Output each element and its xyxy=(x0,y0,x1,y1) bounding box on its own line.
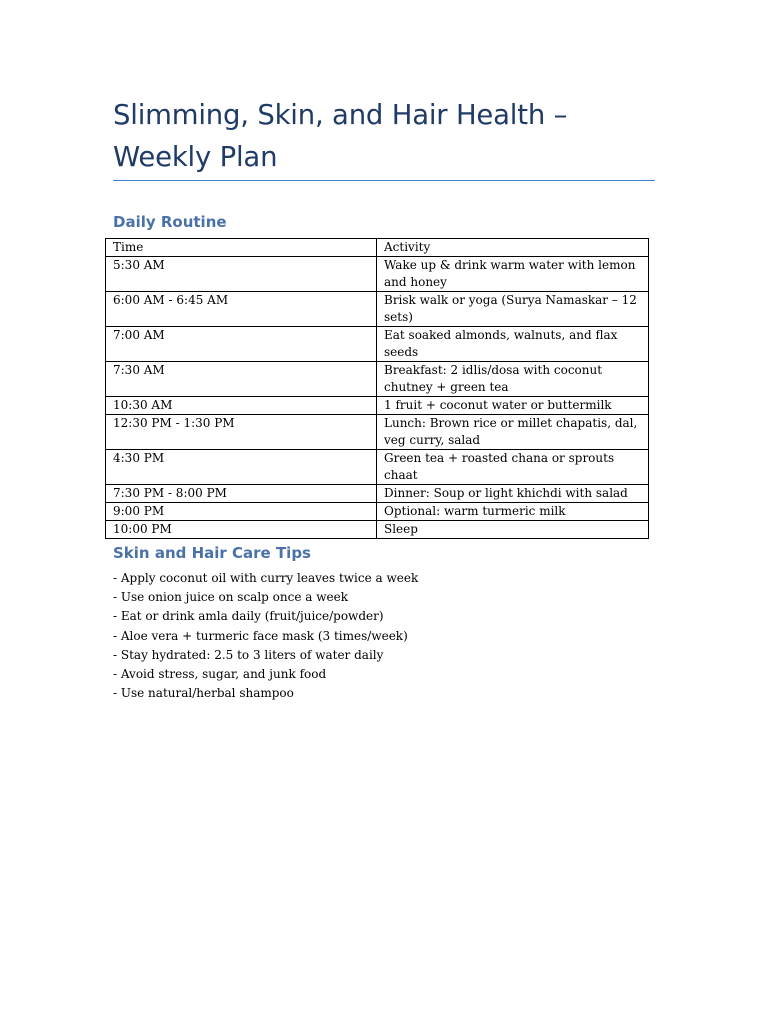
care-tips-list xyxy=(113,569,633,703)
daily-routine-table xyxy=(105,238,649,539)
time-cell: 10:30 AM xyxy=(106,397,377,415)
table-row xyxy=(106,503,649,521)
title-divider xyxy=(113,180,655,181)
list-item: - Eat or drink amla daily (fruit/juice/powder) xyxy=(113,609,384,624)
time-cell: 6:00 AM - 6:45 AM xyxy=(106,292,377,327)
table-row xyxy=(106,327,649,362)
table-row xyxy=(106,362,649,397)
table-row xyxy=(106,450,649,485)
activity-cell: Brisk walk or yoga (Surya Namaskar – 12 sets) xyxy=(377,292,649,327)
activity-cell: Optional: warm turmeric milk xyxy=(377,503,649,521)
activity-cell: Eat soaked almonds, walnuts, and flax seeds xyxy=(377,327,649,362)
time-cell: 7:00 AM xyxy=(106,327,377,362)
time-cell: 9:00 PM xyxy=(106,503,377,521)
care-tips-heading: Skin and Hair Care Tips xyxy=(113,544,311,562)
time-cell: 5:30 AM xyxy=(106,257,377,292)
page-title: Slimming, Skin, and Hair Health – Weekly Plan xyxy=(113,99,568,173)
activity-cell: 1 fruit + coconut water or buttermilk xyxy=(377,397,649,415)
list-item: - Stay hydrated: 2.5 to 3 liters of water daily xyxy=(113,647,384,662)
activity-cell: Sleep xyxy=(377,521,649,539)
table-row xyxy=(106,415,649,450)
list-item: - Use onion juice on scalp once a week xyxy=(113,590,348,605)
list-item: - Apply coconut oil with curry leaves twice a week xyxy=(113,571,419,585)
activity-cell: Dinner: Soup or light khichdi with salad xyxy=(377,485,649,503)
time-cell: 12:30 PM - 1:30 PM xyxy=(106,415,377,450)
time-cell: 4:30 PM xyxy=(106,450,377,485)
table-row xyxy=(106,292,649,327)
time-cell: 7:30 AM xyxy=(106,362,377,397)
daily-routine-heading: Daily Routine xyxy=(113,213,227,231)
table-row xyxy=(106,397,649,415)
time-cell: 7:30 PM - 8:00 PM xyxy=(106,485,377,503)
activity-cell: Wake up & drink warm water with lemon and honey xyxy=(377,257,649,292)
activity-cell: Lunch: Brown rice or millet chapatis, dal, veg curry, salad xyxy=(377,415,649,450)
time-cell: 10:00 PM xyxy=(106,521,377,539)
table-row xyxy=(106,485,649,503)
table-row xyxy=(106,257,649,292)
list-item: - Use natural/herbal shampoo xyxy=(113,686,294,701)
column-header-activity: Activity xyxy=(377,239,649,257)
list-item: - Avoid stress, sugar, and junk food xyxy=(113,667,327,682)
column-header-time: Time xyxy=(106,239,377,257)
table-header-row xyxy=(106,239,649,257)
activity-cell: Green tea + roasted chana or sprouts chaat xyxy=(377,450,649,485)
table-row xyxy=(106,521,649,539)
activity-cell: Breakfast: 2 idlis/dosa with coconut chutney + green tea xyxy=(377,362,649,397)
list-item: - Aloe vera + turmeric face mask (3 times/week) xyxy=(113,628,408,643)
